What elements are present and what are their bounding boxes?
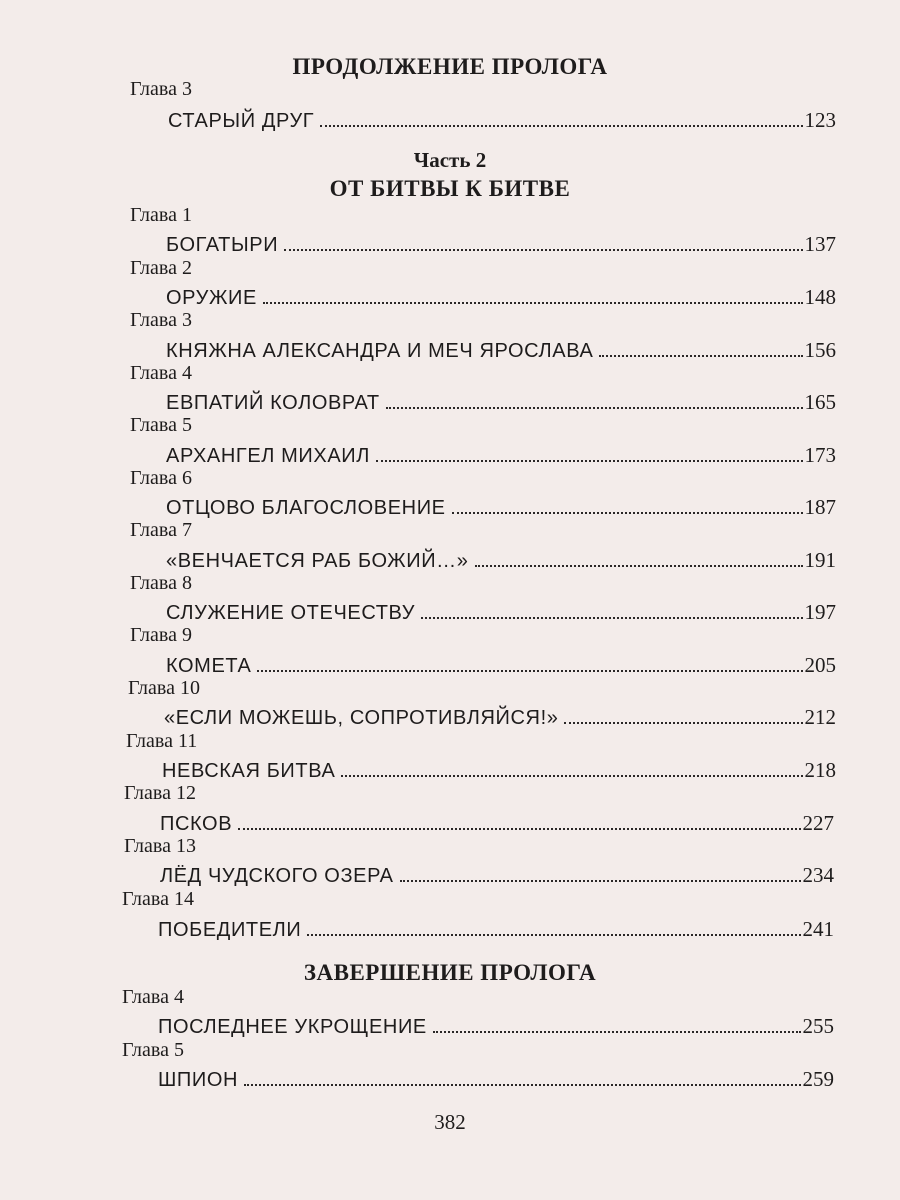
toc-entry[interactable] — [166, 600, 836, 625]
toc-entry[interactable] — [166, 443, 836, 468]
toc-entry-title: КНЯЖНА АЛЕКСАНДРА И МЕЧ ЯРОСЛАВА — [166, 340, 594, 362]
dot-leader — [307, 934, 800, 936]
page-number: 382 — [434, 1110, 466, 1134]
toc-entry-title: СЛУЖЕНИЕ ОТЕЧЕСТВУ — [166, 602, 416, 624]
toc-entry-title: ШПИОН — [158, 1069, 239, 1091]
dot-leader — [386, 407, 803, 409]
dot-leader — [284, 249, 802, 251]
dot-leader — [452, 512, 803, 514]
chapter-label: Глава 4 — [122, 986, 184, 1008]
dot-leader — [433, 1031, 801, 1033]
toc-entry[interactable] — [168, 108, 836, 133]
toc-entry[interactable] — [166, 548, 836, 573]
toc-entry-title: «ЕСЛИ МОЖЕШЬ, СОПРОТИВЛЯЙСЯ!» — [164, 707, 559, 729]
chapter-label: Глава 6 — [130, 467, 192, 489]
toc-entry[interactable] — [166, 495, 836, 520]
toc-entry-title: ПОСЛЕДНЕЕ УКРОЩЕНИЕ — [158, 1016, 427, 1038]
toc-entry-page: 255 — [802, 1014, 834, 1038]
toc-entry-page: 165 — [804, 390, 836, 414]
dot-leader — [564, 722, 802, 724]
toc-entry-page: 234 — [802, 863, 834, 887]
toc-entry[interactable] — [166, 338, 836, 363]
toc-entry[interactable] — [160, 863, 834, 888]
dot-leader — [257, 670, 802, 672]
chapter-label: Глава 10 — [128, 677, 200, 699]
dot-leader — [599, 355, 802, 357]
dot-leader — [238, 828, 800, 830]
toc-entry-title: «ВЕНЧАЕТСЯ РАБ БОЖИЙ…» — [166, 550, 469, 572]
chapter-label: Глава 7 — [130, 519, 192, 541]
toc-entry[interactable] — [166, 390, 836, 415]
toc-entry-page: 191 — [804, 548, 836, 572]
chapter-label: Глава 9 — [130, 624, 192, 646]
toc-entry-title: БОГАТЫРИ — [166, 234, 279, 256]
toc-entry[interactable] — [162, 758, 836, 783]
toc-entry-title: ОРУЖИЕ — [166, 287, 257, 309]
chapter-label: Глава 12 — [124, 782, 196, 804]
toc-entry-page: 148 — [804, 285, 836, 309]
part-label: Часть 2 — [413, 148, 487, 172]
chapter-label: Глава 3 — [130, 309, 192, 331]
toc-entry[interactable] — [158, 917, 834, 942]
dot-leader — [341, 775, 802, 777]
toc-entry-page: 187 — [804, 495, 836, 519]
toc-entry-page: 137 — [804, 232, 836, 256]
toc-entry-page: 173 — [804, 443, 836, 467]
toc-entry-page: 205 — [804, 653, 836, 677]
dot-leader — [475, 565, 803, 567]
toc-entry[interactable] — [158, 1014, 834, 1039]
chapter-label: Глава 2 — [130, 257, 192, 279]
toc-entry[interactable] — [166, 232, 836, 257]
chapter-label: Глава 8 — [130, 572, 192, 594]
toc-entry-title: СТАРЫЙ ДРУГ — [168, 110, 315, 132]
dot-leader — [400, 880, 801, 882]
toc-entry[interactable] — [164, 705, 836, 730]
toc-entry-page: 123 — [804, 108, 836, 132]
toc-entry-title: ОТЦОВО БЛАГОСЛОВЕНИЕ — [166, 497, 446, 519]
chapter-label: Глава 1 — [130, 204, 192, 226]
dot-leader — [320, 125, 802, 127]
toc-entry-title: НЕВСКАЯ БИТВА — [162, 760, 336, 782]
section-title-prologue-continued: ПРОДОЛЖЕНИЕ ПРОЛОГА — [292, 54, 608, 79]
toc-entry[interactable] — [166, 653, 836, 678]
toc-entry-page: 212 — [804, 705, 836, 729]
toc-entry-page: 241 — [802, 917, 834, 941]
toc-entry-title: ПОБЕДИТЕЛИ — [158, 919, 302, 941]
toc-entry-page: 156 — [804, 338, 836, 362]
toc-entry[interactable] — [166, 285, 836, 310]
chapter-label: Глава 3 — [130, 78, 192, 100]
chapter-label: Глава 5 — [130, 414, 192, 436]
toc-entry-title: АРХАНГЕЛ МИХАИЛ — [166, 445, 370, 467]
toc-entry-title: ЛЁД ЧУДСКОГО ОЗЕРА — [160, 865, 394, 887]
toc-entry-title: ПСКОВ — [160, 813, 233, 835]
dot-leader — [376, 460, 803, 462]
toc-entry-title: ЕВПАТИЙ КОЛОВРАТ — [166, 392, 380, 414]
section-title-part-2: ОТ БИТВЫ К БИТВЕ — [329, 176, 571, 201]
toc-entry[interactable] — [158, 1067, 834, 1092]
chapter-label: Глава 14 — [122, 888, 194, 910]
toc-entry-page: 197 — [804, 600, 836, 624]
dot-leader — [421, 617, 802, 619]
chapter-label: Глава 5 — [122, 1039, 184, 1061]
dot-leader — [263, 302, 803, 304]
toc-entry-page: 259 — [802, 1067, 834, 1091]
toc-entry-page: 227 — [802, 811, 834, 835]
chapter-label: Глава 4 — [130, 362, 192, 384]
toc-entry[interactable] — [160, 811, 834, 836]
toc-entry-title: КОМЕТА — [166, 655, 252, 677]
dot-leader — [244, 1084, 800, 1086]
chapter-label: Глава 11 — [126, 730, 198, 752]
section-title-prologue-end: ЗАВЕРШЕНИЕ ПРОЛОГА — [303, 960, 597, 985]
toc-entry-page: 218 — [804, 758, 836, 782]
chapter-label: Глава 13 — [124, 835, 196, 857]
